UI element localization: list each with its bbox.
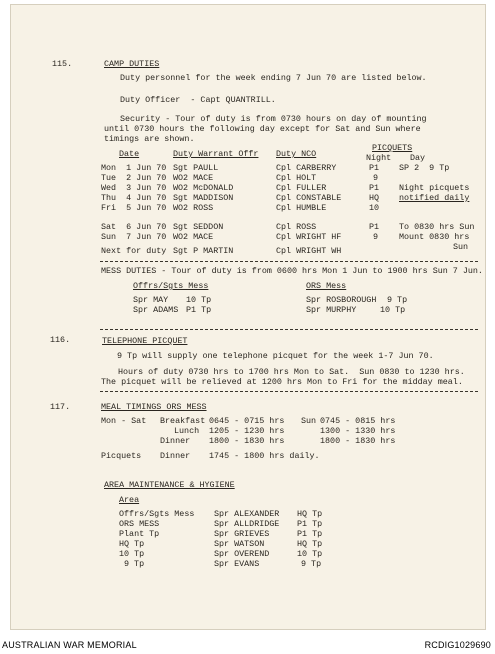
duty-warrant-offr: Sgt PAULL <box>173 163 219 173</box>
area-person: Spr OVEREND <box>214 549 270 559</box>
area-unit: P1 Tp <box>297 529 323 539</box>
duty-day: Sun <box>453 242 469 252</box>
divider <box>100 391 478 392</box>
duty-nco: Cpl CARBERRY <box>276 163 337 173</box>
duty-night: P1 <box>369 183 380 193</box>
mess-unit: P1 Tp <box>186 305 212 315</box>
duty-nco: Cpl HOLT <box>276 173 317 183</box>
meal-weekday-time: 1800 - 1830 hrs <box>209 436 285 446</box>
area-person: Spr EVANS <box>214 559 260 569</box>
area-column-header: Area <box>119 495 140 505</box>
column-header-night: Night <box>366 153 392 163</box>
duty-date: Tue 2 Jun 70 <box>101 173 167 183</box>
meal-name: Breakfast <box>160 416 206 426</box>
meal-sunday-time: 1800 - 1830 hrs <box>320 436 396 446</box>
paragraph: 9 Tp will supply one telephone picquet for the week 1-7 Jun 70. <box>117 351 434 361</box>
section-number: 116. <box>50 335 71 345</box>
paragraph: Hours of duty 0730 hrs to 1700 hrs Mon to Sat. Sun 0830 to 1230 hrs. <box>118 367 465 377</box>
area-unit: 9 Tp <box>301 559 322 569</box>
area-unit: HQ Tp <box>297 539 323 549</box>
column-header-warrant-offr: Duty Warrant Offr <box>173 149 259 159</box>
meal-weekday-time: 0645 - 0715 hrs <box>209 416 285 426</box>
section-heading: CAMP DUTIES <box>104 59 160 69</box>
meal-sunday-time: 0745 - 0815 hrs <box>320 416 396 426</box>
subsection-heading: AREA MAINTENANCE & HYGIENE <box>104 480 235 490</box>
duty-day: To 0830 hrs Sun <box>399 222 475 232</box>
duty-night: P1 <box>369 163 380 173</box>
section-number: 117. <box>50 402 71 412</box>
duty-nco: Cpl HUMBLE <box>276 203 327 213</box>
area-unit: P1 Tp <box>297 519 323 529</box>
duty-date: Next for duty <box>101 246 167 256</box>
duty-night: 9 <box>373 173 379 183</box>
paragraph: timings are shown. <box>104 134 195 144</box>
meal-name: Lunch <box>174 426 200 436</box>
duty-day: Mount 0830 hrs <box>399 232 470 242</box>
archive-credit: AUSTRALIAN WAR MEMORIAL <box>2 640 137 650</box>
paragraph: Duty Officer - Capt QUANTRILL. <box>120 95 276 105</box>
mess-unit: 9 Tp <box>387 295 408 305</box>
duty-date: Thu 4 Jun 70 <box>101 193 167 203</box>
record-identifier: RCDIG1029690 <box>424 640 491 650</box>
column-header-picquets: PICQUETS <box>372 143 413 153</box>
duty-warrant-offr: WO2 MACE <box>173 173 214 183</box>
area-unit: HQ Tp <box>297 509 323 519</box>
mess-heading-offrs: Offrs/Sgts Mess <box>133 281 209 291</box>
section-heading: MEAL TIMINGS ORS MESS <box>101 402 207 412</box>
duty-date: Mon 1 Jun 70 <box>101 163 167 173</box>
duty-nco: Cpl WRIGHT HF <box>276 232 342 242</box>
duty-night: P1 <box>369 222 380 232</box>
area-person: Spr ALLDRIDGE <box>214 519 280 529</box>
paragraph: Security - Tour of duty is from 0730 hours on day of mounting <box>120 114 427 124</box>
section-number: 115. <box>52 59 73 69</box>
area-name: 10 Tp <box>119 549 145 559</box>
area-name: HQ Tp <box>119 539 145 549</box>
area-person: Spr ALEXANDER <box>214 509 280 519</box>
duty-warrant-offr: WO2 McDONALD <box>173 183 234 193</box>
duty-warrant-offr: Sgt MADDISON <box>173 193 234 203</box>
duty-warrant-offr: WO2 ROSS <box>173 203 214 213</box>
duty-date: Wed 3 Jun 70 <box>101 183 167 193</box>
column-header-date: Date <box>119 149 140 159</box>
meal-days: Mon - Sat <box>101 416 147 426</box>
picquets-time: 1745 - 1800 hrs daily. <box>209 451 320 461</box>
duty-date: Sat 6 Jun 70 <box>101 222 167 232</box>
mess-heading-ors: ORS Mess <box>306 281 347 291</box>
mess-name: Spr ADAMS <box>133 305 179 315</box>
duty-nco: Cpl CONSTABLE <box>276 193 342 203</box>
duty-nco: Cpl WRIGHT WH <box>276 246 342 256</box>
duty-nco: Cpl FULLER <box>276 183 327 193</box>
meal-name: Dinner <box>160 436 191 446</box>
mess-name: Spr MAY <box>133 295 169 305</box>
meal-sunday-time: 1300 - 1330 hrs <box>320 426 396 436</box>
area-unit: 10 Tp <box>297 549 323 559</box>
duty-date: Sun 7 Jun 70 <box>101 232 167 242</box>
duty-night: 10 <box>369 203 380 213</box>
mess-duties-line: MESS DUTIES - Tour of duty is from 0600 hrs Mon 1 Jun to 1900 hrs Sun 7 Jun. <box>101 266 483 276</box>
area-name: Plant Tp <box>119 529 160 539</box>
area-name: 9 Tp <box>124 559 145 569</box>
duty-night: HQ <box>369 193 380 203</box>
duty-nco: Cpl ROSS <box>276 222 317 232</box>
duty-day: Night picquets <box>399 183 470 193</box>
picquets-label: Picquets <box>101 451 142 461</box>
meal-sun-label: Sun <box>301 416 317 426</box>
duty-day: notified daily <box>399 193 470 203</box>
duty-day: SP 2 9 Tp <box>399 163 450 173</box>
area-person: Spr GRIEVES <box>214 529 270 539</box>
paragraph: until 0730 hours the following day except for Sat and Sun where <box>104 124 421 134</box>
duty-night: 9 <box>373 232 379 242</box>
paragraph: The picquet will be relieved at 1200 hrs Mon to Fri for the midday meal. <box>101 377 463 387</box>
mess-unit: 10 Tp <box>380 305 406 315</box>
duty-warrant-offr: Sgt SEDDON <box>173 222 224 232</box>
mess-name: Spr MURPHY <box>306 305 357 315</box>
paragraph: Duty personnel for the week ending 7 Jun 70 are listed below. <box>120 73 427 83</box>
duty-warrant-offr: WO2 MACE <box>173 232 214 242</box>
area-name: Offrs/Sgts Mess <box>119 509 195 519</box>
picquets-meal: Dinner <box>160 451 191 461</box>
duty-warrant-offr: Sgt P MARTIN <box>173 246 234 256</box>
divider <box>100 261 478 262</box>
duty-date: Fri 5 Jun 70 <box>101 203 167 213</box>
area-person: Spr WATSON <box>214 539 265 549</box>
column-header-day: Day <box>410 153 426 163</box>
mess-name: Spr ROSBOROUGH <box>306 295 377 305</box>
mess-unit: 10 Tp <box>186 295 212 305</box>
meal-weekday-time: 1205 - 1230 hrs <box>209 426 285 436</box>
column-header-nco: Duty NCO <box>276 149 317 159</box>
area-name: ORS MESS <box>119 519 160 529</box>
divider <box>100 329 478 330</box>
section-heading: TELEPHONE PICQUET <box>102 336 188 346</box>
